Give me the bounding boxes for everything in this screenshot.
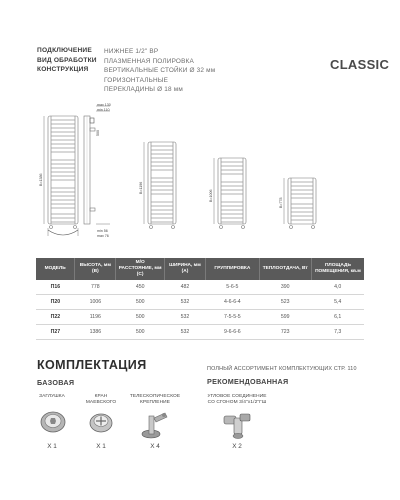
recommended-kit-title: РЕКОМЕНДОВАННАЯ [207,377,289,386]
cell-center-distance: 500 [116,310,164,325]
spec-table [36,258,364,340]
drawing-medium-height: В=1196 [139,181,143,194]
drawing-large-side [84,106,110,224]
cell-width: 532 [164,325,205,340]
table-row [36,310,364,325]
table-row [36,280,364,295]
cell-width: 482 [164,280,205,295]
cell-width: 532 [164,295,205,310]
kit-item-label-angle-connector: УГЛОВОЕ СОЕДИНЕНИЕ СО СГОНОМ 3/4"x1/2"ГШ [207,394,267,405]
cell-heat-output: 599 [259,310,311,325]
col-grouping: ГРУППИРОВКА [206,258,259,280]
cell-model: П20 [36,295,75,310]
cell-grouping: 4-6-6-4 [206,295,259,310]
table-row [36,325,364,340]
cell-center-distance: 500 [116,295,164,310]
series-name: CLASSIC [330,57,390,72]
drawing-small [214,158,246,229]
plug-icon [38,407,68,437]
spec-labels [37,47,97,76]
drawing-large-side-dim: 500 [96,130,100,136]
col-room-area: ПЛОЩАДЬ ПОМЕЩЕНИЯ, кв.м [311,258,364,280]
cell-height: 1386 [75,325,116,340]
cell-model: П16 [36,280,75,295]
spec-label-construction: КОНСТРУКЦИЯ [37,66,89,74]
cell-grouping: 7-5-5-5 [206,310,259,325]
drawing-large-bottom-min: min 56 [97,229,108,233]
drawing-large-top-min: min 110 [97,108,110,112]
angle-connector-icon [220,410,256,440]
cell-grouping: 9-6-6-6 [206,325,259,340]
cell-grouping: 5-6-5 [206,280,259,295]
kit-item-label-valve: КРАН МАЕВСКОГО [85,394,117,405]
drawing-large-top-max: max 130 [97,103,111,107]
kit-title: КОМПЛЕКТАЦИЯ [37,358,147,372]
kit-item-qty-angle-connector: Х 2 [232,443,242,450]
drawing-xsmall-height: В=778 [279,197,283,208]
cell-center-distance: 450 [116,280,164,295]
cell-room-area: 6,1 [311,310,364,325]
spec-label-connection: ПОДКЛЮЧЕНИЕ [37,47,92,54]
col-height: ВЫСОТА, мм (В) [75,258,116,280]
table-row [36,295,364,310]
cell-heat-output: 523 [259,295,311,310]
spec-value-bars: ПЕРЕКЛАДИНЫ Ø 18 мм [104,86,183,94]
drawing-xsmall [284,178,316,229]
spec-value-finish: ПЛАЗМЕННАЯ ПОЛИРОВКА [104,57,194,65]
cell-heat-output: 723 [259,325,311,340]
technical-drawings [0,96,400,246]
assortment-note: ПОЛНЫЙ АССОРТИМЕНТ КОМПЛЕКТУЮЩИХ СТР. 110 [207,366,357,372]
spec-value-horizontal: ГОРИЗОНТАЛЬНЫЕ [104,76,169,84]
kit-item-label-plug: ЗАГЛУШКА [39,394,65,399]
cell-room-area: 5,4 [311,295,364,310]
drawing-large-front [44,116,78,236]
cell-model: П27 [36,325,75,340]
cell-room-area: 4,0 [311,280,364,295]
drawing-small-height: В=1006 [209,189,213,202]
basic-kit-title: БАЗОВАЯ [37,378,75,387]
kit-item-qty-bracket: Х 4 [150,443,160,450]
drawing-medium [144,142,176,229]
cell-height: 778 [75,280,116,295]
col-heat-output: ТЕПЛООТДАЧА, Вт [259,258,311,280]
col-width: ШИРИНА, мм (А) [164,258,205,280]
spec-values [104,47,215,95]
col-center-distance: М/О РАССТОЯНИЕ, мм (С) [116,258,164,280]
col-model: МОДЕЛЬ [36,258,75,280]
kit-item-label-bracket: ТЕЛЕСКОПИЧЕСКОЕ КРЕПЛЕНИЕ [129,394,181,405]
cell-height: 1006 [75,295,116,310]
cell-height: 1196 [75,310,116,325]
spec-value-connection: НИЖНЕЕ 1/2" ВР [104,48,159,55]
spec-label-finish: ВИД ОБРАБОТКИ [37,56,97,64]
bracket-icon [139,408,171,440]
kit-item-qty-plug: Х 1 [47,443,57,450]
cell-width: 532 [164,310,205,325]
drawing-large-bottom-max: max 76 [97,234,109,238]
cell-model: П22 [36,310,75,325]
drawing-large-height: В=1386 [39,173,43,186]
cell-room-area: 7,3 [311,325,364,340]
valve-icon [86,407,116,437]
table-header-row [36,258,364,280]
cell-heat-output: 390 [259,280,311,295]
cell-center-distance: 500 [116,325,164,340]
kit-item-qty-valve: Х 1 [96,443,106,450]
spec-value-construction: ВЕРТИКАЛЬНЫЕ СТОЙКИ Ø 32 мм [104,67,216,75]
